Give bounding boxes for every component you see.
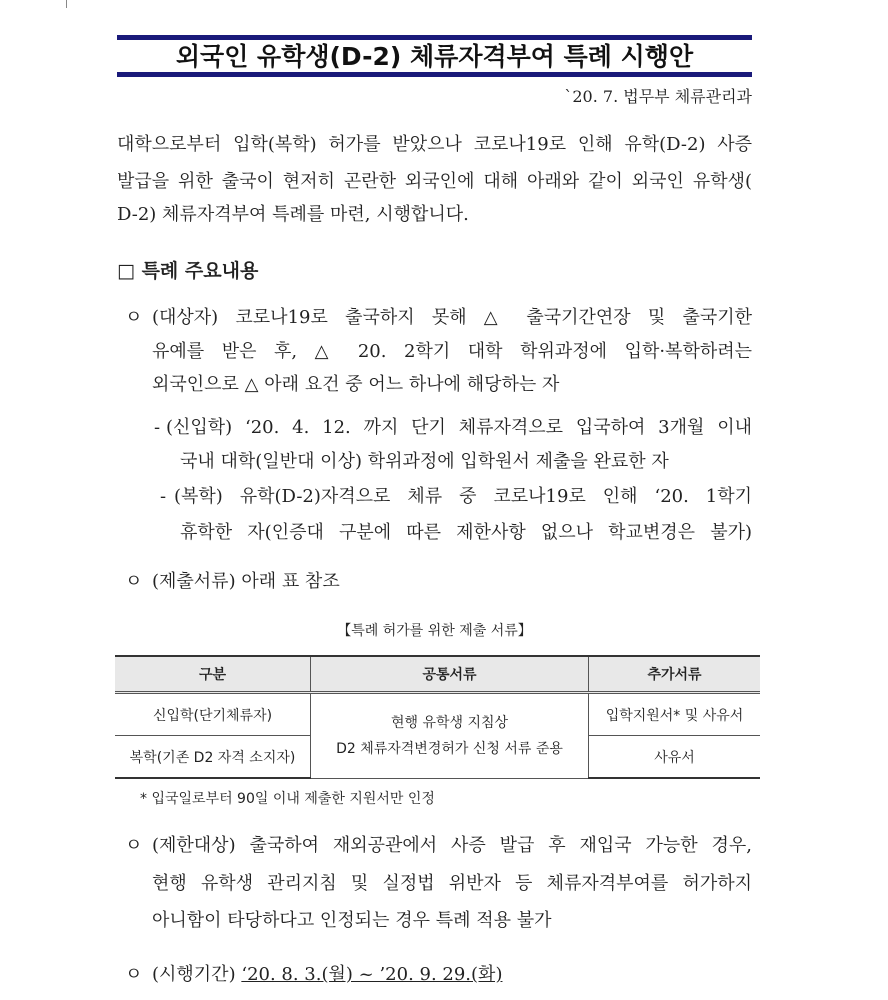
dash-icon: - — [154, 417, 161, 438]
intro-line: 발급을 위한 출국이 현저히 곤란한 외국인에 대해 아래와 같이 외국인 유학생( — [117, 171, 752, 192]
restriction-line: 현행 유학생 관리지침 및 실정법 위반자 등 체류자격부여를 허가하지 — [152, 873, 752, 894]
page-title: 외국인 유학생(D-2) 체류자격부여 특례 시행안 — [175, 42, 694, 71]
target-line: 유예를 받은 후, △ 20. 2학기 대학 학위과정에 입학·복학하려는 — [152, 341, 752, 362]
table-note: * 입국일로부터 90일 이내 제출한 지원서만 인정 — [140, 791, 435, 807]
bullet-icon: ㅇ — [125, 307, 143, 328]
restriction-line: (제한대상) 출국하여 재외공관에서 사증 발급 후 재입국 가능한 경우, — [152, 835, 752, 856]
dash-icon: - — [160, 486, 167, 507]
common-docs-line: 현행 유학생 지침상 — [390, 714, 509, 731]
bullet-icon: ㅇ — [125, 835, 143, 856]
intro-line: D-2) 체류자격부여 특례를 마련, 시행합니다. — [117, 204, 469, 225]
new-entry-line: (신입학) ‘20. 4. 12. 까지 단기 체류자격으로 입국하여 3개월 이내 — [166, 417, 752, 438]
table-row — [115, 693, 760, 736]
table-header-row — [115, 656, 760, 693]
row-type: 복학(기존 D2 자격 소지자) — [115, 736, 311, 779]
period-value: ‘20. 8. 3.(월) ~ ’20. 9. 29.(화) — [241, 964, 503, 985]
bullet-icon: ㅇ — [125, 964, 143, 985]
bullet-icon: ㅇ — [125, 571, 143, 592]
header-common: 공통서류 — [311, 656, 589, 693]
issuer: `20. 7. 법무부 체류관리과 — [564, 87, 752, 106]
checkbox-icon: □ — [117, 260, 135, 282]
common-docs — [311, 693, 589, 779]
row-extra: 사유서 — [589, 736, 761, 779]
intro-line: 대학으로부터 입학(복학) 허가를 받았으나 코로나19로 인해 유학(D-2) 사증 — [117, 134, 752, 155]
row-type: 신입학(단기체류자) — [115, 693, 311, 736]
section-heading: □ 특례 주요내용 — [117, 260, 259, 282]
common-docs-line: D2 체류자격변경허가 신청 서류 준용 — [336, 740, 563, 757]
period-line: (시행기간) ‘20. 8. 3.(월) ~ ’20. 9. 29.(화) — [152, 964, 503, 985]
table-caption: 【특례 허가를 위한 제출 서류】 — [337, 623, 532, 639]
documents-table — [115, 655, 760, 779]
target-line: (대상자) 코로나19로 출국하지 못해 △ 출국기간연장 및 출국기한 — [152, 307, 752, 328]
readmission-line: (복학) 유학(D-2)자격으로 체류 중 코로나19로 인해 ‘20. 1학기 — [174, 486, 752, 507]
new-entry-line: 국내 대학(일반대 이상) 학위과정에 입학원서 제출을 완료한 자 — [180, 451, 669, 472]
row-extra: 입학지원서* 및 사유서 — [589, 693, 761, 736]
restriction-line: 아니함이 타당하다고 인정되는 경우 특례 적용 불가 — [152, 910, 552, 931]
header-extra: 추가서류 — [589, 656, 761, 693]
readmission-line: 휴학한 자(인증대 구분에 따른 제한사항 없으나 학교변경은 불가) — [180, 522, 752, 543]
documents-line: (제출서류) 아래 표 참조 — [152, 571, 340, 592]
header-type: 구분 — [115, 656, 311, 693]
page-edge-mark — [66, 0, 67, 8]
title-rule-bottom — [117, 72, 752, 77]
target-line: 외국인으로 △ 아래 요건 중 어느 하나에 해당하는 자 — [152, 374, 560, 395]
